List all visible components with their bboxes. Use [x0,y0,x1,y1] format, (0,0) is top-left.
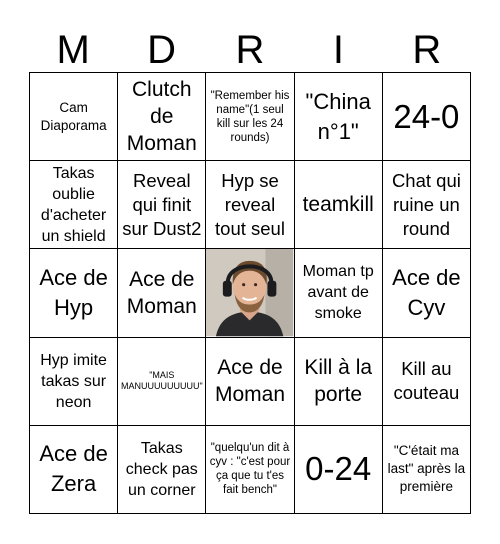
bingo-cell[interactable]: Clutch de Moman [118,73,206,161]
bingo-cell[interactable]: Ace de Moman [206,338,294,426]
bingo-cell[interactable]: Reveal qui finit sur Dust2 [118,161,206,249]
bingo-cell[interactable]: Chat qui ruine un round [383,161,471,249]
bingo-cell[interactable]: 24-0 [383,73,471,161]
bingo-cell[interactable]: Moman tp avant de smoke [295,249,383,337]
bingo-cell[interactable]: Kill au couteau [383,338,471,426]
bingo-grid [29,72,471,514]
bingo-cell[interactable]: "Remember his name"(1 seul kill sur les 24 rounds) [206,73,294,161]
bingo-cell[interactable]: Cam Diaporama [30,73,118,161]
header-letter-2: D [147,28,177,72]
header-letter-4: I [332,28,344,72]
bingo-cell[interactable]: Ace de Zera [30,426,118,514]
free-space-photo [206,249,293,336]
header-letter-1: M [56,28,90,72]
bingo-cell[interactable]: Hyp imite takas sur neon [30,338,118,426]
bingo-cell[interactable]: "C'était ma last" après la première [383,426,471,514]
bingo-cell[interactable]: Kill à la porte [295,338,383,426]
bingo-cell[interactable]: Takas check pas un corner [118,426,206,514]
bingo-cell[interactable]: "China n°1" [295,73,383,161]
bingo-cell[interactable]: "MAIS MANUUUUUUUUU" [118,338,206,426]
header-letter-5: R [412,28,442,72]
bingo-cell[interactable]: Ace de Cyv [383,249,471,337]
bingo-cell[interactable]: 0-24 [295,426,383,514]
bingo-cell[interactable]: Hyp se reveal tout seul [206,161,294,249]
bingo-cell[interactable]: teamkill [295,161,383,249]
header-letter-3: R [235,28,265,72]
bingo-header [29,28,471,72]
free-space-cell[interactable] [206,249,294,337]
bingo-cell[interactable]: Takas oublie d'acheter un shield [30,161,118,249]
bingo-cell[interactable]: Ace de Hyp [30,249,118,337]
bingo-cell[interactable]: Ace de Moman [118,249,206,337]
bingo-cell[interactable]: "quelqu'un dit à cyv : "c'est pour ça que tu t'es fait bench" [206,426,294,514]
